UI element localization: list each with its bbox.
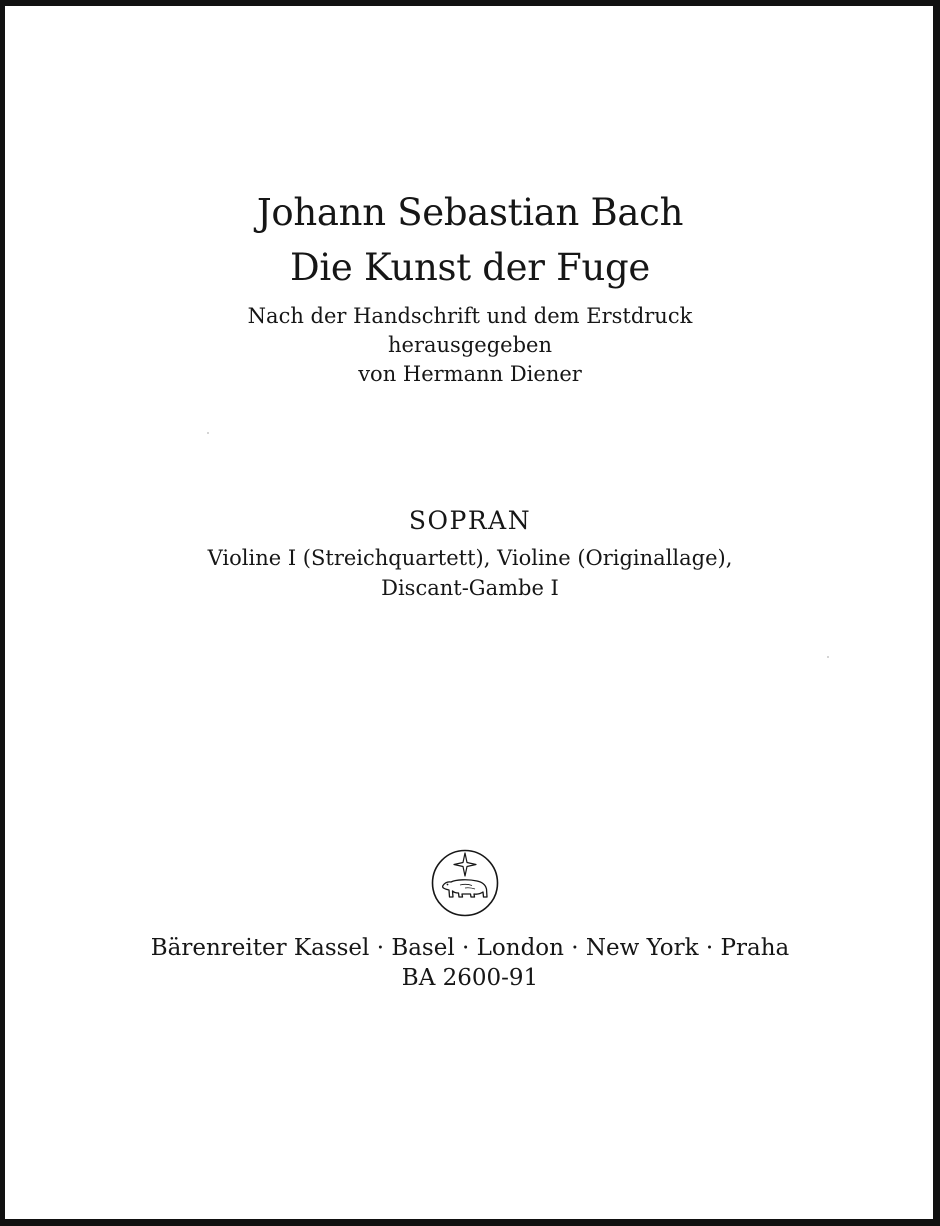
paper-speck	[827, 656, 829, 658]
baerenreiter-bear-star-seal-icon	[430, 848, 500, 918]
catalog-number: BA 2600-91	[401, 965, 539, 991]
instrument-line-2: Discant-Gambe I	[381, 576, 559, 600]
work-title: Die Kunst der Fuge	[290, 246, 650, 289]
subtitle-line-source: Nach der Handschrift und dem Erstdruck	[247, 304, 693, 328]
subtitle-line-edited: herausgegeben	[388, 333, 552, 357]
composer-name: Johann Sebastian Bach	[256, 191, 684, 234]
subtitle-line-editor: von Hermann Diener	[358, 362, 582, 386]
paper-speck	[207, 432, 209, 434]
publisher-imprint: Bärenreiter Kassel · Basel · London · New York · Praha	[150, 935, 790, 961]
voice-part-heading: SOPRAN	[408, 506, 532, 535]
instrument-line-1: Violine I (Streichquartett), Violine (Originallage),	[207, 546, 733, 570]
